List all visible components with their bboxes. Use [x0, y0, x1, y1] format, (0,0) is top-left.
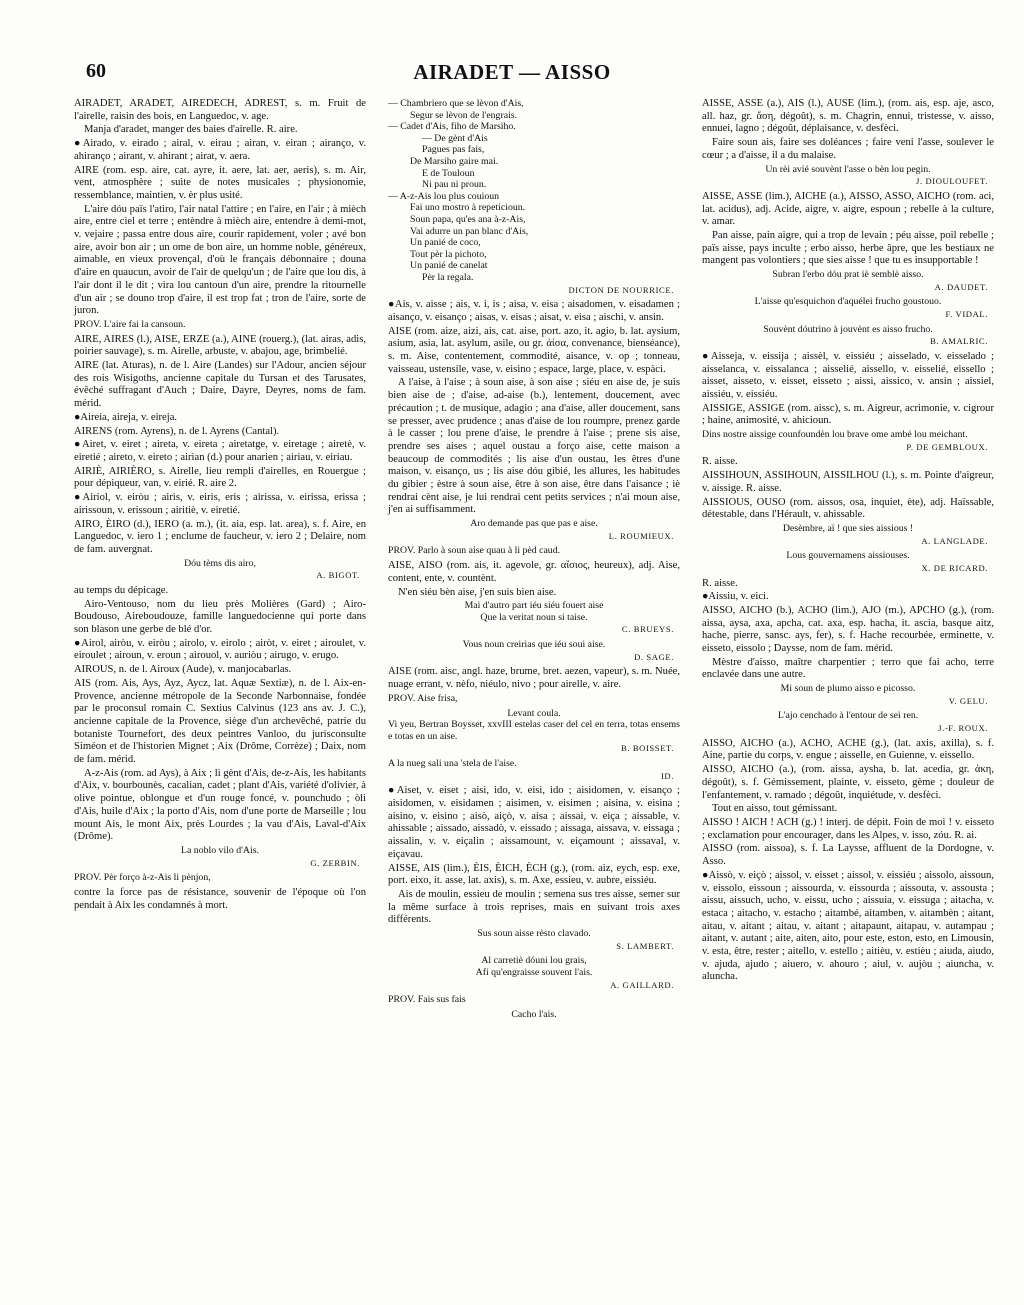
- entry-paragraph: De Marsiho gaire mai.: [410, 155, 499, 167]
- entry-paragraph: ●Aiset, v. eiset ; aisi, ido, v. eisi, ido ; aisidomen, v. eisanço ; aisidomen, v. eisidamen ; aisimen, v. eisimen ; aisina, v. eisina ; aisino, v. eisino ; aisò, aiçò, v. aisa ; aissai, v. eiça ; aissable, v. ahissable ; aissado, aissadò, v. eissado ; aissaga, aissava, v. eissaga ; aissalin, v. v. eiçalin ; aissamount, v. eiçamount ; aissaval, v. eiçavau.: [388, 785, 680, 860]
- text-columns: [74, 98, 994, 1021]
- entry-paragraph: Tout pèr la pichoto,: [410, 248, 487, 260]
- entry-paragraph: Desèmbre, aï ! que sies aissious !: [782, 522, 914, 534]
- entry-paragraph: AISSO ! AICH ! ACH (g.) ! interj. de dépit. Foin de moi ! v. eisseto ; exclamation pour encourager, dans les Alpes, v. isso, zóu. R. ai.: [702, 816, 994, 841]
- entry-paragraph: AISSIGE, ASSIGE (rom. aissc), s. m. Aigreur, acrimonie, v. cigrour ; haine, animosité, v. ahicioun.: [702, 402, 994, 427]
- entry-paragraph: Pagues pas fais,: [422, 144, 485, 156]
- entry-paragraph: — A-z-Ais lou plus couioun: [388, 190, 500, 202]
- entry-paragraph: AIRE, AIRES (l.), AISE, ERZE (a.), AINE (rouerg.), (lat. airas, adis, poirier sauvage), s. m. Airelle, arbuste, v. abajou, age, brimbelié.: [74, 333, 366, 358]
- entry-paragraph: B. BOISSET.: [621, 743, 674, 754]
- entry-paragraph: G. ZERBIN.: [310, 857, 360, 868]
- entry-paragraph: A. GAILLARD.: [610, 979, 674, 990]
- entry-paragraph: PROV. Fais sus fais: [388, 994, 466, 1006]
- entry-paragraph: AIRE (lat. Aturas), n. de l. Aire (Landes) sur l'Adour, ancien séjour des rois Wisigoths, ancienne capitale du Tursan et des Tarusates, évêché suffragant d'Auch ; Daire, Dayre, Deyres, noms de fam. mérid.: [74, 360, 366, 410]
- entry-paragraph: AISSO, AICHO (b.), ACHO (lim.), AJO (m.), APCHO (g.), (rom. aissa, aysa, axa, apcha, cat. axa, esp. hacha, it. ascia, basque aitz, hache, pierre, sansc. ays, fer), s. f. Hache recourbée, erminette, v. eisseto, eissolo ; Daysse, nom de fam. mérid.: [702, 604, 994, 655]
- entry-paragraph: Souvènt dóutrino à jouvènt es aisso frucho.: [763, 323, 933, 335]
- entry-paragraph: L'aisse qu'esquichon d'aquélei frucho goustouo.: [754, 296, 942, 308]
- entry-paragraph: Vi yeu, Bertran Boysset, xxvIII estelas caser del cel en terra, totas ensems e totas en un aise.: [388, 719, 680, 742]
- entry-paragraph: AISSO (rom. aissoa), s. f. La Laysse, affluent de la Dordogne, v. Asso.: [702, 843, 994, 868]
- entry-paragraph: Mi soun de plumo aisso e picosso.: [780, 683, 916, 695]
- entry-paragraph: Fai uno mostro à repeticioun.: [410, 202, 526, 214]
- entry-paragraph: A. DAUDET.: [934, 281, 988, 292]
- entry-paragraph: AIRIÈ, AIRIÈRO, s. Airelle, lieu rempli d'airelles, en Rouergue ; pour dépiqueur, van, v. eirié. R. aire 2.: [74, 465, 366, 490]
- entry-paragraph: D. SAGE.: [634, 651, 674, 662]
- entry-paragraph: AISE, AISO (rom. ais, it. agevole, gr. αἴσιος, heureux), adj. Aise, content, ente, v. countènt.: [388, 560, 680, 584]
- entry-paragraph: AISSO, AICHO (a.), (rom. aissa, aysha, b. lat. acedia, gr. ἀκη, dégoût), s. f. Gémissement, plainte, v. eisseto, gème ; douleur de l'enfantement, v. ramado ; dégoût, inquiétude, v. desfèci.: [702, 764, 994, 801]
- entry-paragraph: AIROUS, n. de l. Airoux (Aude), v. manjocabarlas.: [74, 664, 292, 676]
- entry-paragraph: AIRO, ÈIRO (d.), IERO (a. m.), (it. aia, esp. lat. area), s. f. Aire, en Languedoc, v. iero 1 ; enclume de faucheur, v. iero 2 ; Delaire, nom de fam. auvergnat.: [74, 518, 366, 555]
- entry-paragraph: AISSIHOUN, ASSIHOUN, AISSILHOU (l.), s. m. Pointe d'aigreur, v. aissige. R. aisse.: [702, 470, 994, 494]
- entry-paragraph: Un rèi avié souvènt l'asse o bèn lou pegin.: [765, 163, 931, 175]
- entry-paragraph: AISSO, AICHO (a.), ACHO, ACHE (g.), (lat. axis, axilla), s. f. Aine, partie du corps, v. engue ; aisselle, en Guienne, v. eissello.: [702, 737, 994, 762]
- entry-paragraph: R. aisse.: [702, 577, 738, 589]
- entry-paragraph: au temps du dépicage.: [74, 584, 169, 596]
- entry-paragraph: Que la veritat noun si taise.: [480, 611, 588, 623]
- entry-paragraph: A-z-Ais (rom. ad Ays), à Aix ; li gènt d'Ais, de-z-Ais, les habitants d'Aix, v. bourbounès, cacalian, cadet ; plant d'Ais, variété d'olivier, à olive pointue, oblongue et d'un rouge foncé, v. pounchudo ; òli d'Ais, huile d'Aix ; la porto d'Ais, nom d'une porte de Marseille ; lou mount Ais, le mont Aix, près Lourdes ; la vau d'Ais, Laval-d'Aix (Drôme).: [74, 767, 366, 843]
- entry-paragraph: Levant coula.: [507, 707, 561, 719]
- entry-paragraph: Vous noun creirias que iéu soui aise.: [462, 639, 606, 651]
- entry-paragraph: PROV. Parlo à soun aise quau à li pèd caud.: [388, 545, 561, 557]
- entry-paragraph: AIRADET, ARADET, AIREDECH, ADREST, s. m. Fruit de l'airelle, raisin des bois, en Languedoc, v. age.: [74, 98, 366, 122]
- entry-paragraph: Aro demande pas que pas e aise.: [470, 518, 598, 530]
- entry-paragraph: Manja d'aradet, manger des baies d'airelle. R. aire.: [84, 124, 298, 136]
- entry-paragraph: ●Aissiu, v. eici.: [702, 591, 769, 603]
- entry-paragraph: AIS (rom. Ais, Ays, Ayz, Aycz, lat. Aquæ Sextiæ), n. de l. Aix-en-Provence, ancienne métropole de la Seconde Narbonnaise, fondée par le proconsul romain C. Sextius Calvinus (123 ans av. J. C.), ancienne capitale de la Provence, siège d'un archevêché, patrie du botaniste Tournefort, des deux peintres Vanloo, du jurisconsulte Siméon et de l'historien Mignet ; Aix (Drôme, Corrèze) ; Daix, nom de fam. mérid.: [74, 677, 366, 766]
- column-right: [702, 98, 994, 1021]
- entry-paragraph: J. DIOULOUFET.: [916, 176, 988, 187]
- entry-paragraph: — De gènt d'Ais: [422, 132, 488, 144]
- entry-paragraph: Segur se lèvon de l'engrais.: [410, 109, 518, 121]
- entry-paragraph: contre la force pas de résistance, souvenir de l'époque où l'on pendait à Aix les condamnés à mort.: [74, 886, 366, 911]
- entry-paragraph: Ni pau ni proun.: [422, 179, 487, 191]
- entry-paragraph: C. BRUEYS.: [621, 624, 674, 635]
- entry-paragraph: A la nueg sali una 'stela de l'aise.: [388, 758, 517, 770]
- entry-paragraph: AISSE, ASSE (a.), AIS (l.), AUSE (lim.), (rom. ais, esp. aje, asco, all. haz, gr. ἄση, dégoût), s. m. Chagrin, ennui, tristesse, v. aisso, ennuei, lagno ; dégoût, déplaisance, v. desfèci.: [702, 98, 994, 135]
- entry-paragraph: A. BIGOT.: [316, 570, 360, 581]
- entry-paragraph: Pèr la regala.: [422, 271, 474, 283]
- running-head: AIRADET — AISSO: [413, 60, 611, 84]
- entry-paragraph: PROV. Pèr forço à-z-Ais li pènjon,: [74, 872, 211, 884]
- entry-paragraph: J.-F. ROUX.: [938, 723, 988, 734]
- page-number: 60: [86, 60, 106, 82]
- entry-paragraph: Vai adurre un pan blanc d'Ais,: [410, 225, 529, 237]
- entry-paragraph: Mèstre d'aisso, maître charpentier ; terro que fai acho, terre enclavée dans une autre.: [702, 656, 994, 681]
- entry-paragraph: — Cadet d'Ais, fiho de Marsiho.: [388, 121, 516, 133]
- entry-paragraph: B. AMALRIC.: [930, 336, 988, 347]
- entry-paragraph: P. DE GEMBLOUX.: [906, 441, 988, 452]
- entry-paragraph: ●Airet, v. eiret ; aireta, v. eireta ; airetatge, v. eiretage ; airetè, v. eiretié ; aireto, v. eireto ; airian (d.) pour anarien ; airiau, v. eiriau.: [74, 439, 366, 463]
- entry-paragraph: Sus soun aisse rèsto clavado.: [477, 928, 591, 940]
- entry-paragraph: Ais de moulin, essieu de moulin ; semena sus tres aisse, semer sur la même surface à trois reprises, mais en suivant trois axes différents.: [388, 888, 680, 926]
- entry-paragraph: Cacho l'ais.: [511, 1008, 557, 1020]
- entry-paragraph: La noblo vilo d'Ais.: [181, 844, 259, 856]
- entry-paragraph: X. DE RICARD.: [921, 562, 988, 573]
- entry-paragraph: AISSE, ASSE (lim.), AICHE (a.), AISSO, ASSO, AICHO (rom. aci, lat. acidus), adj. Acide, aigre, v. aigre, espoun ; rebelle à la culture, v. amar.: [702, 190, 994, 228]
- entry-paragraph: E de Touloun: [422, 167, 475, 179]
- entry-paragraph: Tout en aisso, tout gémissant.: [712, 803, 838, 815]
- entry-paragraph: AIRE (rom. esp. aire, cat. ayre, it. aere, lat. aer, aeris), s. m. Air, vent, atmosphère ; suite de notes musicales ; physionomie, ressemblance, maintien, v. èr plus usité.: [74, 164, 366, 201]
- entry-paragraph: ID.: [660, 770, 674, 781]
- entry-paragraph: DICTON DE NOURRICE.: [568, 284, 674, 295]
- column-left: [74, 98, 366, 1021]
- entry-paragraph: R. aisse.: [702, 456, 738, 468]
- entry-paragraph: V. GELU.: [948, 695, 988, 706]
- entry-paragraph: Pan aisse, pain aigre, qui a trop de levain ; péu aisse, poil rebelle ; païs aisse, pays inculte ; erbo aisso, herbe âpre, que les bestiaux ne mangent pas volontiers ; que sies aisse ! que tu es insupportable !: [702, 229, 994, 267]
- column-middle: [388, 98, 680, 1021]
- entry-paragraph: AISSIOUS, OUSO (rom. aissos, osa, inquiet, ète), adj. Haïssable, détestable, dans l'Hérault, v. ahissable.: [702, 496, 994, 521]
- entry-paragraph: Lous gouvernamens aissiouses.: [786, 550, 910, 562]
- entry-paragraph: Dóu tèms dis airo,: [184, 557, 256, 569]
- entry-paragraph: L'aire dóu païs l'atiro, l'air natal l'attire ; en l'aire, en l'air ; à mièch aire, entre ciel et terre ; entèndre à mièch aire, entendre à demi-mot, v. vejaire ; passa entre dous aire, courir rapidement, voler ; avé bon aire, avoir bon air ; un ome de bon aire, un homme noble, généreux, aimable, en vieux provençal, d'où le français débonnaire ; douna d'aire en quaucun, avoir de l'air de quelqu'un ; de l'aire que lou dis, à l'air dont il le dit ; vira lou cantoun d'un aire, prendre la ritournelle d'un air ; se douno trop d'aire, il est trop fat ; tron de l'aire, sorte de juron.: [74, 203, 366, 317]
- entry-paragraph: F. VIDAL.: [945, 308, 988, 319]
- entry-paragraph: ●Aireia, aireja, v. eireja.: [74, 411, 178, 423]
- entry-paragraph: AISSE, AIS (lim.), ÈIS, ÈICH, ÈCH (g.), (rom. aiz, eych, esp. exe, port. eixo, it. asse, lat. axis), s. m. Axe, essieu, v. aubre, eissiéu.: [388, 862, 680, 887]
- entry-paragraph: ●Aisseja, v. eissija ; aissèl, v. eissiéu ; aisselado, v. eisselado ; aisselanca, v. eissalanca ; aisselié, aissello, v. eisselié, eissello ; aisset, aisseto, v. eisset, eisseto ; aissi, aissico, v. ansin ; aissiel, aissiéu, v. eissiéu.: [702, 350, 994, 401]
- entry-paragraph: Dins nostre aissige counfoundèn lou brave ome ambé lou meichant.: [702, 429, 968, 441]
- entry-paragraph: Un panié de canelat: [410, 260, 488, 272]
- entry-paragraph: Un panié de coco,: [410, 237, 481, 249]
- entry-paragraph: Soun papa, qu'es ana à-z-Ais,: [410, 213, 526, 225]
- entry-paragraph: A l'aise, à l'aise ; à soun aise, à son aise ; siéu en aise de, je suis bien aise de ; d'aise, ad-aise (b.), lentement, doucement, avec précaution ; t. de musique, adagio ; ana d'aise, aller doucement, sans se presser, avec prudence ; anas d'aise de lou roumpre, prenez garde à le casser ; lou prene d'aise, le prendre à l'aise ; prene sis aise, prendre ses aises ; aquel oustau a forço aise, cette maison a beaucoup de commodités ; lis aise d'un oustau, les êtres d'une maison, v. eisanço, us ; lis aise dóu gibié, les allures, les habitudes du gibier ; èstre à soun aise, être à son aise, être dans l'aisance ; iè rendrai cènt aise, je lui rendrai cent petits services ; n'ai moun aise, j'en ai suffisamment.: [388, 377, 680, 516]
- entry-paragraph: L'ajo cenchado à l'entour de sei ren.: [777, 710, 919, 722]
- entry-paragraph: ●Aissò, v. eiçò ; aissol, v. eisset ; aissol, v. eissiéu ; aissolo, aissoun, v. eissolo, eissoun ; aissourda, v. eissourda ; aissouta, v. assousta ; aissu, aissuch, ucho, v. eissu, ucho ; aissuia, v. eissuga ; aitacha, v. estaca ; aitacho, v. estacho ; aitambé, aitamben, v. aitambèn ; aitant, aitau, v. aitant ; aitau, v. aitant ; aitapaunt, aitapau, v. autampau ; aitant, v. autant ; aite, aiten, aito, pour este, eston, esto, en Limousin, v. esta, être, rester ; aitello, v. estello ; aitièu, v. estièu ; aiuda, aiudo, v. ajuda, ajudo ; aiuero, v. ahouro ; aiul, v. aujòu ; aiuncha, v. aluncha.: [702, 869, 994, 983]
- entry-paragraph: Al carretiè dóuni lou grais,: [481, 955, 587, 967]
- entry-paragraph: AISE (rom. aisc, angl. haze, brume, bret. aezen, vapeur), s. m. Nuée, nuage errant, v. nèfo, niéulo, nivo ; pour airelle, v. aire.: [388, 666, 680, 691]
- entry-paragraph: AIRENS (rom. Ayrens), n. de l. Ayrens (Cantal).: [74, 425, 280, 437]
- entry-paragraph: Mai d'autro part iéu siéu fouert aise: [464, 600, 604, 612]
- entry-paragraph: A. LANGLADE.: [921, 535, 988, 546]
- entry-paragraph: ●Airiol, v. eiròu ; airis, v. eiris, eris ; airissa, v. eirissa, erissa ; airissoun, v. erissoun ; airitiè, v. eiretié.: [74, 492, 366, 516]
- entry-paragraph: S. LAMBERT.: [616, 940, 674, 951]
- entry-paragraph: ●Airol, airòu, v. eiròu ; airolo, v. eirolo ; airòt, v. eiret ; airoulet, v. eiroulet ; airoun, v. eroun ; airouol, v. auriòu ; airugo, v. erugo.: [74, 637, 366, 662]
- entry-paragraph: L. ROUMIEUX.: [608, 530, 674, 541]
- entry-paragraph: — Chambriero que se lèvon d'Ais,: [388, 98, 524, 109]
- entry-paragraph: AISE (rom. aize, aizi, ais, cat. aise, port. azo, it. agio, b. lat. aysium, asium, asia, lat. asylum, asile, ou gr. ἀίσα, convenance, bienséance), s. m. Aise, contentement, commodité, aisance, v. op ; tonneau, vaisseau, ustensile, vase, v. eisino ; espace, large, place, v. espàci.: [388, 325, 680, 375]
- entry-paragraph: Afi qu'engraisse souvent l'ais.: [475, 966, 593, 978]
- entry-paragraph: Faire soun ais, faire ses doléances ; faire veni l'asse, soulever le cœur ; a d'aisse, il a du malaise.: [702, 137, 994, 161]
- entry-paragraph: Airo-Ventouso, nom du lieu près Molières (Gard) ; Airo-Boudouso, Aireboudouze, famille languedocienne qui porte dans son blason une gerbe de blé d'or.: [74, 598, 366, 636]
- entry-paragraph: N'en siéu bèn aise, j'en suis bien aise.: [398, 586, 557, 598]
- entry-paragraph: ●Ais, v. aisse ; ais, v. i, is ; aisa, v. eisa ; aisadomen, v. eisadamen ; aisanço, v. eisanço ; aisas, v. eisas ; aisat, v. eisa ; aischi, v. ansin.: [388, 299, 680, 323]
- entry-paragraph: Subran l'erbo dóu prat iè semblè aisso.: [772, 269, 924, 281]
- entry-paragraph: PROV. Aise frisa,: [388, 692, 458, 704]
- entry-paragraph: PROV. L'aire fai la cansoun.: [74, 318, 186, 330]
- entry-paragraph: ●Airado, v. eirado ; airal, v. eirau ; airan, v. eiran ; airanço, v. ahiranço ; airant, v. ahirant ; airat, v. aera.: [74, 138, 366, 162]
